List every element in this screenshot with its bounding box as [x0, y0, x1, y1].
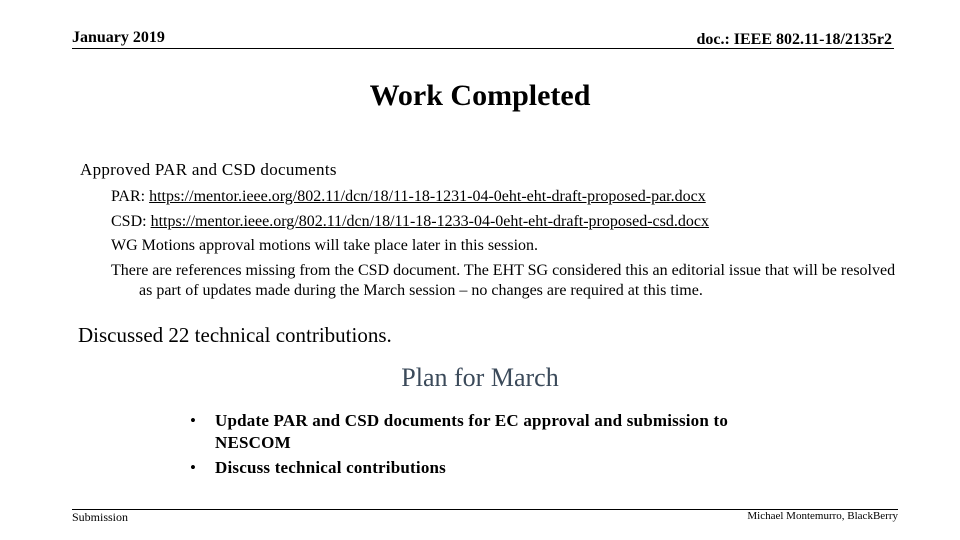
section-heading-discussed: Discussed 22 technical contributions. [78, 323, 392, 347]
footer-author: Michael Montemurro, BlackBerry [747, 510, 898, 522]
footer-submission: Submission [72, 510, 129, 524]
approved-items-list [111, 187, 901, 305]
csd-link[interactable]: https://mentor.ieee.org/802.11/dcn/18/11-18-1233-04-0eht-eht-draft-proposed-csd.docx [150, 212, 709, 230]
header-date: January 2019 [72, 29, 165, 46]
header-doc-id: doc.: IEEE 802.11-18/2135r2 [696, 31, 892, 48]
plan-item-text: Discuss technical contributions [215, 458, 446, 477]
plan-item-text: Update PAR and CSD documents for EC approval and submission to NESCOM [215, 411, 729, 452]
bullet-glyph: • [190, 411, 197, 430]
plan-heading: Plan for March [401, 363, 559, 392]
list-item-references: There are references missing from the CSD document. The EHT SG considered this an editorial issue that will be resolved as part of updates made during the March session – no changes are required at this time. [111, 261, 896, 299]
plan-item [190, 457, 750, 479]
plan-list [190, 410, 750, 482]
plan-item [190, 410, 750, 454]
slide-title: Work Completed [369, 79, 591, 112]
par-link[interactable]: https://mentor.ieee.org/802.11/dcn/18/11-18-1231-04-0eht-eht-draft-proposed-par.docx [149, 188, 706, 205]
header-divider [72, 48, 894, 49]
list-item-par [111, 187, 901, 207]
par-prefix: PAR: [111, 188, 150, 205]
bullet-glyph: • [190, 458, 197, 477]
list-item-wg-motions: WG Motions approval motions will take place later in this session. [111, 237, 539, 254]
list-item-csd [111, 212, 901, 232]
csd-prefix: CSD: [111, 212, 151, 230]
section-heading-approved: Approved PAR and CSD documents [80, 160, 337, 179]
